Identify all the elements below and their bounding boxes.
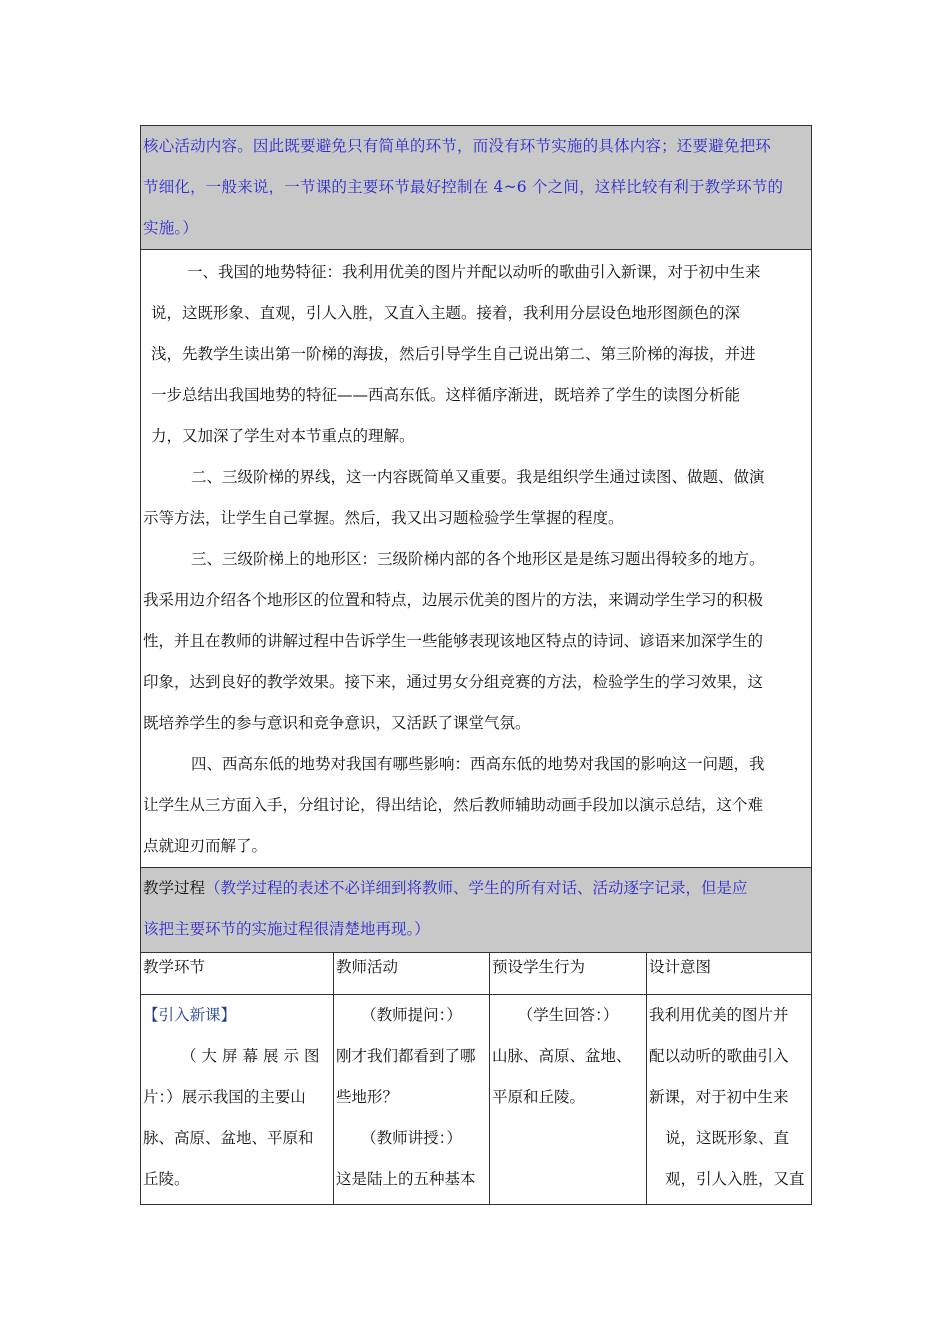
- intent-line-2: 配以动听的歌曲引入: [649, 1047, 789, 1065]
- stage-line-3: 脉、高原、盆地、平原和: [143, 1129, 314, 1147]
- analysis-p1-l1: 一、我国的地势特征：我利用优美的图片并配以动听的歌曲引入新课，对于初中生来: [187, 263, 761, 281]
- intent-line-5: 观，引人入胜，又直: [665, 1170, 805, 1188]
- intent-line-1: 我利用优美的图片并: [649, 1006, 789, 1024]
- analysis-p4-l3: 点就迎刃而解了。: [143, 837, 268, 855]
- intent-cell: [647, 995, 812, 1205]
- stage-line-4: 丘陵。: [143, 1170, 190, 1188]
- analysis-p3-l4: 印象，达到良好的教学效果。接下来，通过男女分组竞赛的方法，检验学生的学习效果，这: [143, 673, 764, 691]
- document-page: [140, 125, 811, 1205]
- analysis-p2-l1: 二、三级阶梯的界线，这一内容既简单又重要。我是组织学生通过读图、做题、做演: [191, 468, 765, 486]
- analysis-p4-l2: 让学生从三方面入手，分组讨论，得出结论，然后教师辅助动画手段加以演示总结，这个难: [143, 796, 764, 814]
- process-label: 教学过程: [143, 879, 206, 897]
- intro-line-2: 节细化，一般来说，一节课的主要环节最好控制在 4~6 个之间，这样比较有利于教学环节的: [143, 178, 784, 196]
- stage-cell: [141, 995, 334, 1205]
- analysis-p1-l5: 力，又加深了学生对本节重点的理解。: [151, 427, 415, 445]
- process-note-line-1: （教学过程的表述不必详细到将教师、学生的所有对话、活动逐字记录，但是应: [205, 879, 748, 897]
- process-header-cell: [141, 868, 812, 953]
- analysis-p1-l3: 浅，先教学生读出第一阶梯的海拔，然后引导学生自己说出第二、第三阶梯的海拔，并进: [151, 345, 756, 363]
- stage-line-1: （大屏幕展示图: [181, 1047, 325, 1065]
- intro-note-cell: [141, 126, 812, 250]
- analysis-cell: [141, 250, 812, 868]
- teacher-line-1: （教师提问：）: [361, 1006, 462, 1024]
- analysis-p3-l5: 既培养学生的参与意识和竞争意识，又活跃了课堂气氛。: [143, 714, 531, 732]
- col-header-intent: 设计意图: [647, 953, 812, 995]
- teacher-line-4: （教师讲授：）: [361, 1129, 462, 1147]
- student-cell: [490, 995, 647, 1205]
- student-line-2: 山脉、高原、盆地、: [492, 1047, 632, 1065]
- stage-tag: 【引入新课】: [143, 1006, 237, 1024]
- teacher-line-2: 刚才我们都看到了哪: [336, 1047, 476, 1065]
- teacher-cell: [334, 995, 490, 1205]
- analysis-p3-l3: 性，并且在教师的讲解过程中告诉学生一些能够表现该地区特点的诗词、谚语来加深学生的: [143, 632, 764, 650]
- col-header-teacher: 教师活动: [334, 953, 490, 995]
- analysis-p3-l1: 三、三级阶梯上的地形区：三级阶梯内部的各个地形区是是练习题出得较多的地方。: [191, 550, 765, 568]
- analysis-p2-l2: 示等方法，让学生自己掌握。然后，我又出习题检验学生掌握的程度。: [143, 509, 624, 527]
- analysis-p4-l1: 四、西高东低的地势对我国有哪些影响：西高东低的地势对我国的影响这一问题，我: [191, 755, 765, 773]
- teacher-line-5: 这是陆上的五种基本: [336, 1170, 476, 1188]
- student-line-3: 平原和丘陵。: [492, 1088, 586, 1106]
- intent-line-3: 新课，对于初中生来: [649, 1088, 789, 1106]
- intro-line-3: 实施。）: [143, 219, 199, 237]
- stage-line-2: 片：）展示我国的主要山: [143, 1088, 306, 1106]
- col-header-student: 预设学生行为: [490, 953, 647, 995]
- analysis-p1-l2: 说，这既形象、直观，引人入胜，又直入主题。接着，我利用分层设色地形图颜色的深: [151, 304, 741, 322]
- col-header-stage: 教学环节: [141, 953, 334, 995]
- intro-line-1: 核心活动内容。因此既要避免只有简单的环节，而没有环节实施的具体内容；还要避免把环: [143, 137, 772, 155]
- intent-line-4: 说，这既形象、直: [665, 1129, 790, 1147]
- teacher-line-3: 些地形？: [336, 1088, 399, 1106]
- table-row: [141, 995, 812, 1205]
- lesson-plan-table: [140, 125, 812, 1205]
- analysis-p1-l4: 一步总结出我国地势的特征——西高东低。这样循序渐进，既培养了学生的读图分析能: [151, 386, 741, 404]
- student-line-1: （学生回答：）: [517, 1006, 619, 1024]
- process-note-line-2: 该把主要环节的实施过程很清楚地再现。）: [143, 920, 430, 938]
- analysis-p3-l2: 我采用边介绍各个地形区的位置和特点，边展示优美的图片的方法，来调动学生学习的积极: [143, 591, 764, 609]
